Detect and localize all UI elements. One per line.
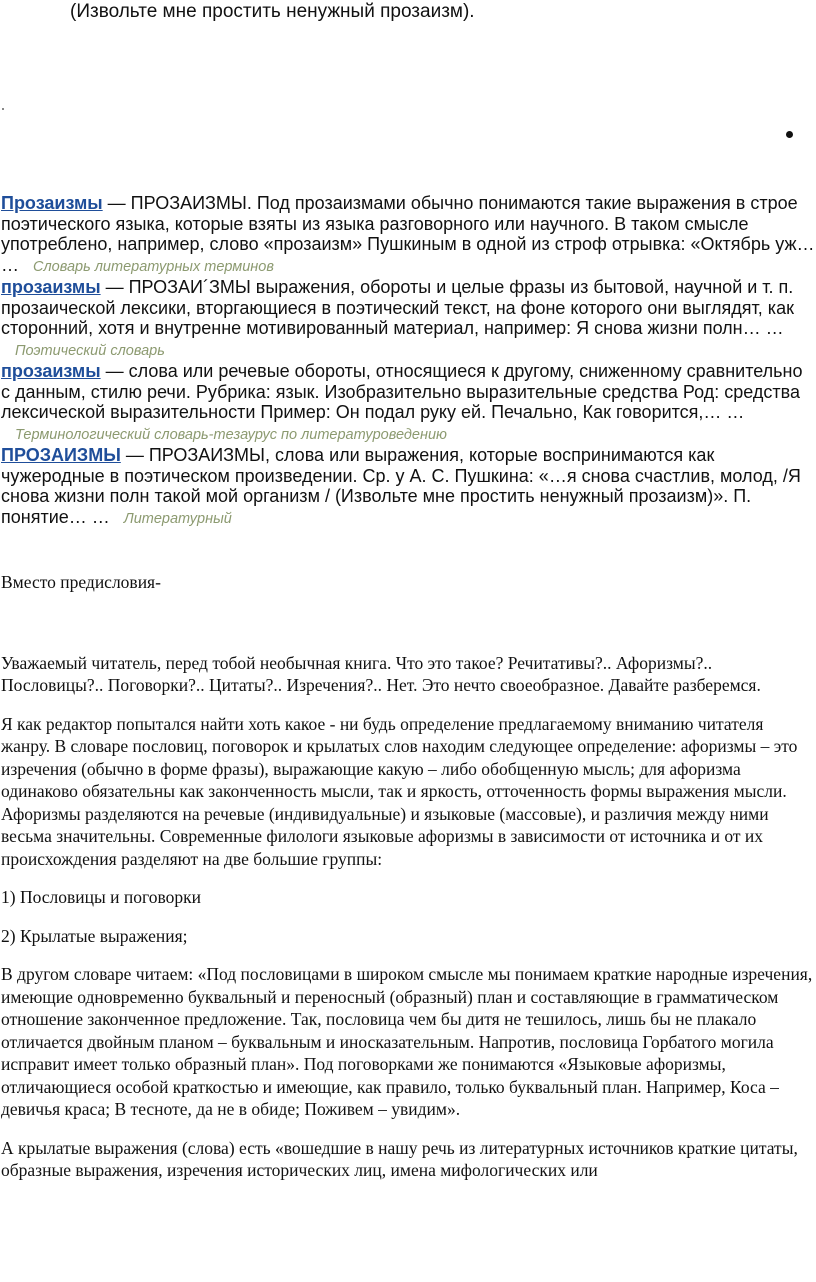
top-line-text: (Извольте мне простить ненужный прозаизм).: [70, 1, 475, 22]
stray-dot: [2, 108, 4, 110]
entry-text: — ПРОЗАИЗМЫ, слова или выражения, которые воспринимаются как чужеродные в поэтическом произведении. Ср. у А. С. Пушкина: «…я снова счастлив, молод, /Я снова жизни полн такой мой организм / (Извольте мне простить ненужный прозаизм)». П. понятие… …: [1, 445, 801, 527]
paragraph: А крылатые выражения (слова) есть «вошедшие в нашу речь из литературных источников краткие цитаты, образные выражения, изречения исторических лиц, имена мифологических или: [1, 1137, 798, 1180]
entry-term-link[interactable]: ПРОЗАИЗМЫ: [1, 445, 121, 465]
entry-source-link[interactable]: Словарь литературных терминов: [33, 258, 274, 275]
entry-source-link[interactable]: Терминологический словарь-тезаурус по литературоведению: [15, 426, 447, 443]
entry-text: — слова или речевые обороты, относящиеся к другому, сниженному сравнительно с данным, стилю речи. Рубрика: язык. Изобразительно выразительные средства Род: средства лексической выразительности Пример: Он подал руку ей. Печально, Как говорится,… …: [1, 361, 803, 422]
dictionary-entries: [1, 193, 816, 529]
entry-text: — ПРОЗАИ´ЗМЫ выражения, обороты и целые фразы из бытовой, научной и т. п. прозаической лексики, вторгающиеся в поэтический текст, на фоне которого они выглядят, как сторонний, хотя и внутренне мотивированный материал, например: Я снова жизни полн… …: [1, 277, 794, 338]
paragraph: В другом словаре читаем: «Под пословицами в широком смысле мы понимаем краткие народные изречения, имеющие одновременно буквальный и переносный (образный) план и составляющие в грамматическом отношение законченное предложение. Так, пословица чем бы дитя не тешилось, лишь бы не плакало отличается двойным планом – буквальным и иносказательным. Напротив, пословица Горбатого могила исправит имеет только образный план». Под поговорками же понимаются «Языковые афоризмы, отличающиеся особой краткостью и имеющие, как правило, только буквальный план. Например, Коса – девичья краса; В тесноте, да не в обиде; Поживем – увидим».: [1, 964, 813, 1119]
preface-heading: Вместо предисловия-: [1, 572, 161, 592]
article-body: [1, 571, 816, 1182]
dictionary-entry: [1, 361, 816, 445]
list-item: 2) Крылатые выражения;: [1, 925, 188, 946]
entry-term-link[interactable]: прозаизмы: [1, 277, 101, 297]
entry-term-link[interactable]: Прозаизмы: [1, 193, 103, 213]
list-item: 1) Пословицы и поговорки: [1, 887, 202, 907]
bullet-dot: [786, 131, 793, 138]
paragraph: Я как редактор попытался найти хоть какое - ни будь определение предлагаемому вниманию читателя жанру. В словаре пословиц, поговорок и крылатых слов находим следующее определение: афоризмы – это изречения (обычно в форме фразы), выражающие какую – либо обобщенную мысль; для афоризма одинаково обязательны как законченность мысли, так и яркость, отточенность формы выражения мысли. Афоризмы разделяются на речевые (индивидуальные) и языковые (массовые), и различия между ними весьма значительны. Современные филологи языковые афоризмы в зависимости от источника и от их происхождения разделяют на две большие группы:: [1, 713, 798, 869]
entry-text: — ПРОЗАИЗМЫ. Под прозаизмами обычно понимаются такие выражения в строе поэтического языка, которые взяты из языка разговорного или научного. В таком смысле употреблено, например, слово «прозаизм» Пушкиным в одной из строф отрывка: «Октябрь уж… …: [1, 193, 815, 275]
dictionary-entry: [1, 277, 816, 361]
paragraph: Уважаемый читатель, перед тобой необычная книга. Что это такое? Речитативы?.. Афоризмы?.. Пословицы?.. Поговорки?.. Цитаты?.. Изречения?.. Нет. Это нечто своеобразное. Давайте разберемся.: [1, 652, 761, 695]
dictionary-entry: [1, 445, 816, 529]
entry-source-link[interactable]: Литературный: [123, 510, 232, 527]
entry-source-link[interactable]: Поэтический словарь: [15, 342, 165, 359]
entry-term-link[interactable]: прозаизмы: [1, 361, 101, 381]
dictionary-entry: [1, 193, 816, 277]
